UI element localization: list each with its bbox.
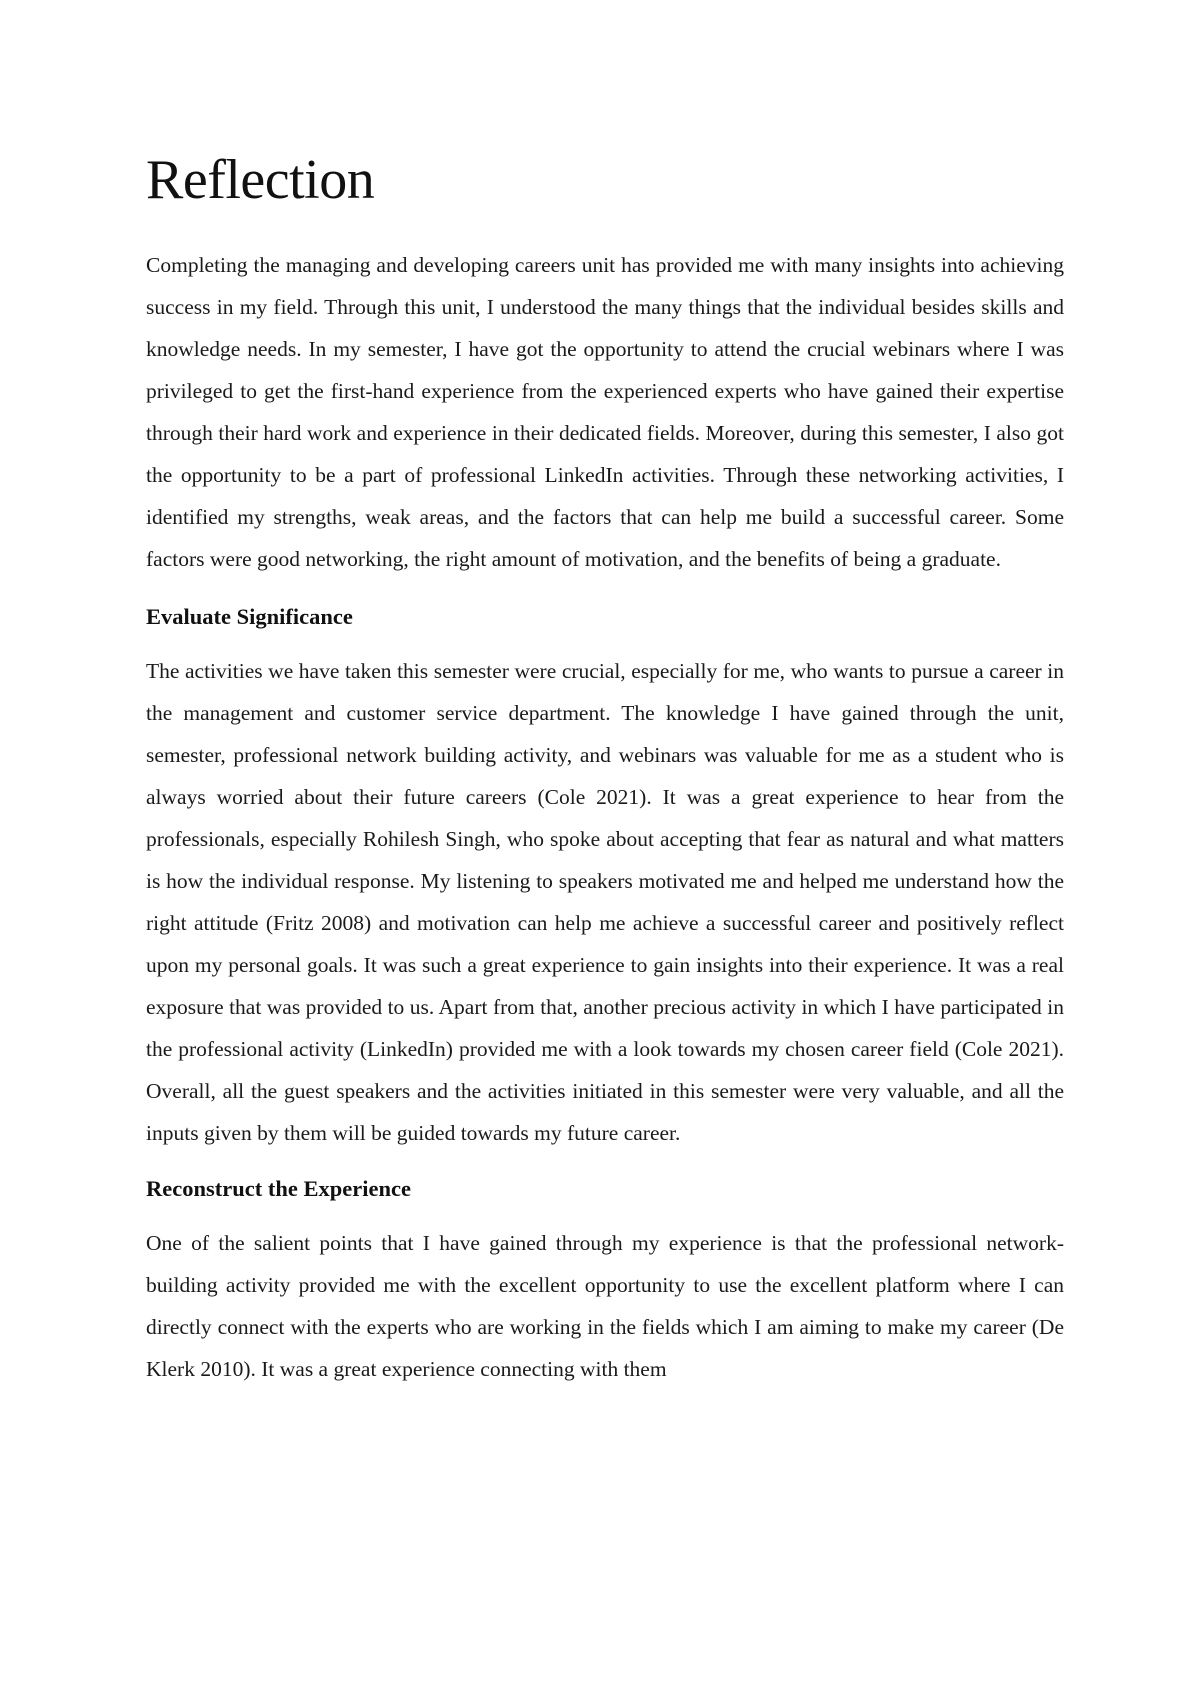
evaluate-significance-paragraph: The activities we have taken this semester were crucial, especially for me, who wants to pursue a career in the management and customer service department. The knowledge I have gained through the unit, semester, professional network building activity, and webinars was valuable for me as a student who is always worried about their future careers (Cole 2021). It was a great experience to hear from the professionals, especially Rohilesh Singh, who spoke about accepting that fear as natural and what matters is how the individual response. My listening to speakers motivated me and helped me understand how the right attitude (Fritz 2008) and motivation can help me achieve a successful career and positively reflect upon my personal goals. It was such a great experience to gain insights into their experience. It was a real exposure that was provided to us. Apart from that, another precious activity in which I have participated in the professional activity (LinkedIn) provided me with a look towards my chosen career field (Cole 2021). Overall, all the guest speakers and the activities initiated in this semester were very valuable, and all the inputs given by them will be guided towards my future career. bbox=[146, 659, 1064, 1145]
section-heading-evaluate-significance: Evaluate Significance bbox=[146, 604, 353, 629]
page-title: Reflection bbox=[146, 149, 375, 211]
reconstruct-experience-paragraph: One of the salient points that I have gained through my experience is that the professional network-building activity provided me with the excellent opportunity to use the excellent platform where I can directly connect with the experts who are working in the fields which I am aiming to make my career (De Klerk 2010). It was a great experience connecting with them bbox=[146, 1231, 1064, 1381]
section-heading-reconstruct-experience: Reconstruct the Experience bbox=[146, 1176, 411, 1201]
intro-paragraph: Completing the managing and developing careers unit has provided me with many insights into achieving success in my field. Through this unit, I understood the many things that the individual besides skills and knowledge needs. In my semester, I have got the opportunity to attend the crucial webinars where I was privileged to get the first-hand experience from the experienced experts who have gained their expertise through their hard work and experience in their dedicated fields. Moreover, during this semester, I also got the opportunity to be a part of professional LinkedIn activities. Through these networking activities, I identified my strengths, weak areas, and the factors that can help me build a successful career. Some factors were good networking, the right amount of motivation, and the benefits of being a graduate. bbox=[146, 253, 1064, 571]
